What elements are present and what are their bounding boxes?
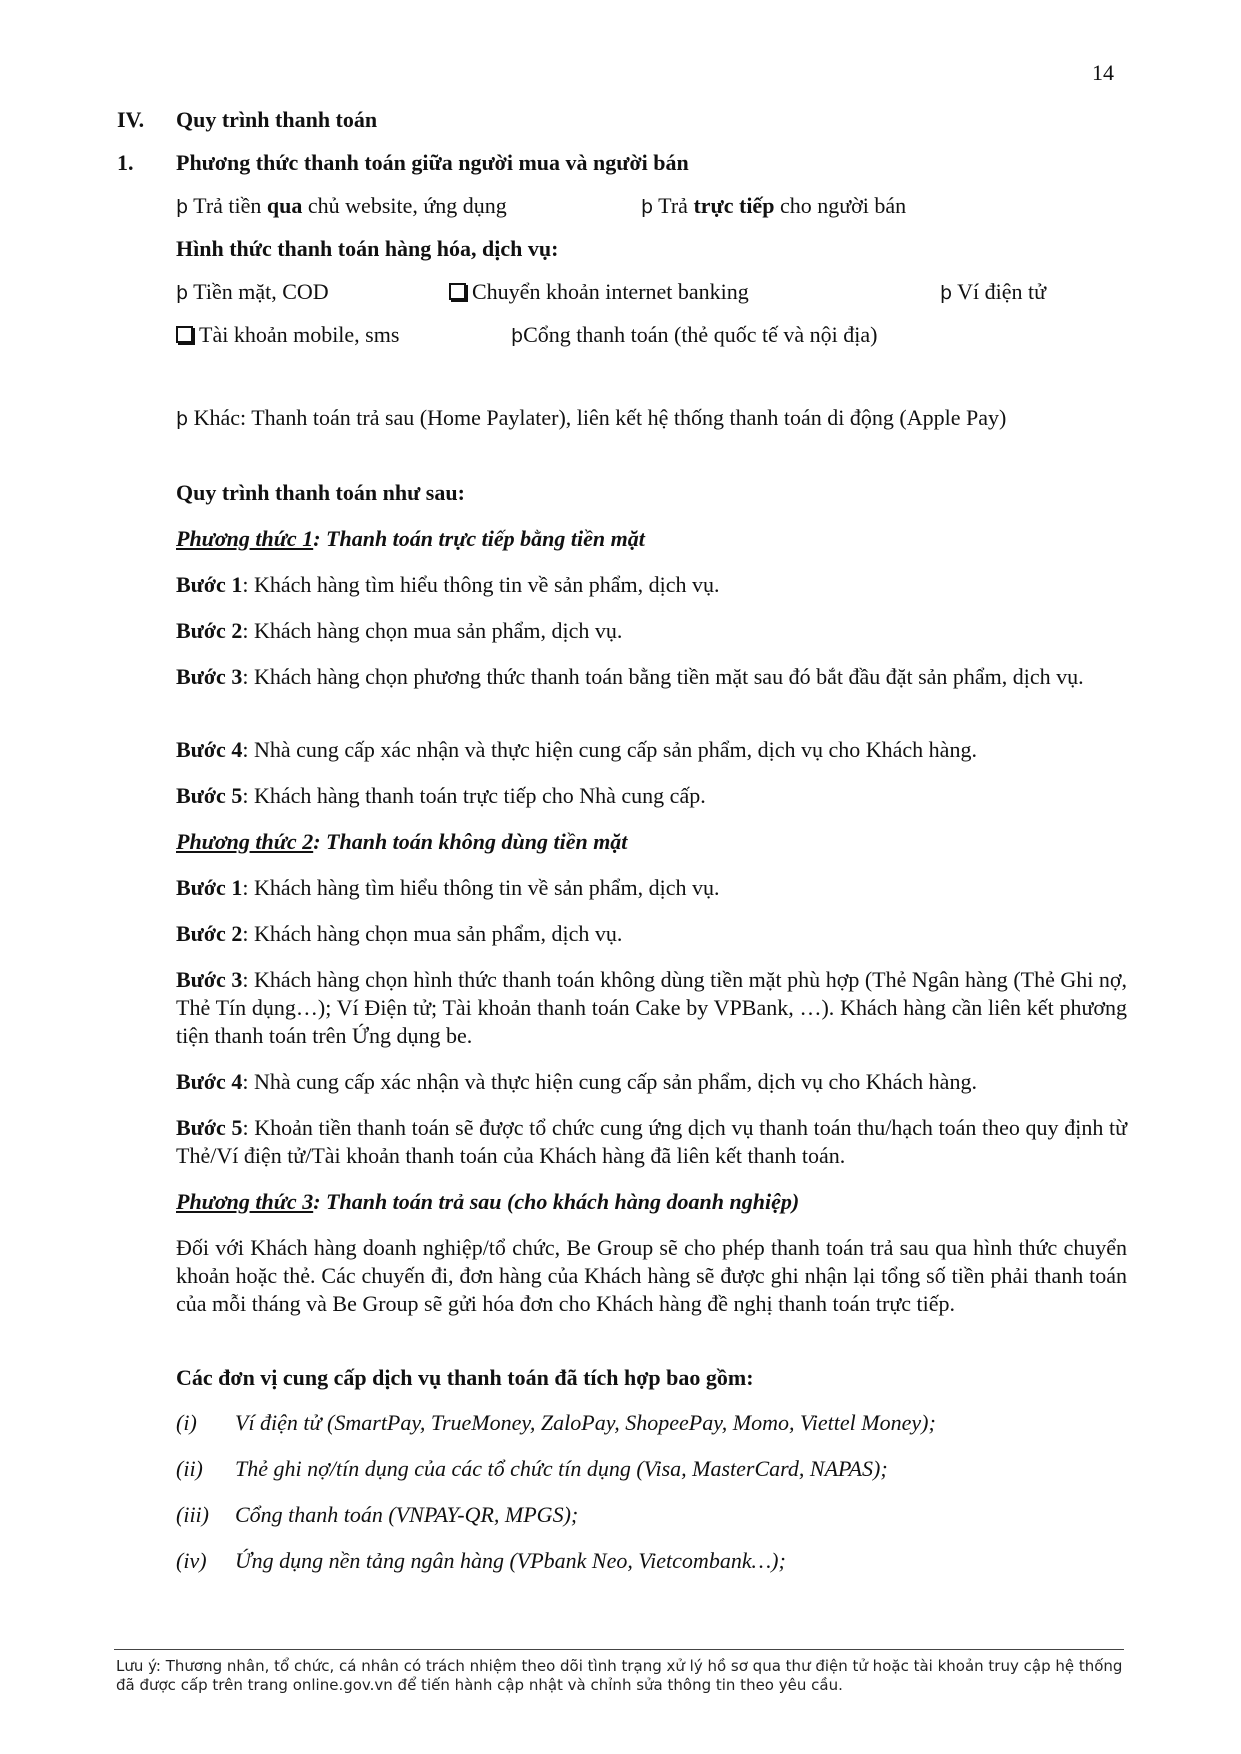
- option-pay-via-website: [176, 192, 507, 221]
- step-label: Bước 4: [176, 737, 243, 762]
- form-label: Ví điện tử: [957, 279, 1047, 304]
- method-title: : Thanh toán không dùng tiền mặt: [313, 829, 628, 854]
- step-text: : Nhà cung cấp xác nhận và thực hiện cung cấp sản phẩm, dịch vụ cho Khách hàng.: [242, 1069, 977, 1094]
- step-label: Bước 1: [176, 572, 243, 597]
- provider-label: (iv): [176, 1548, 207, 1573]
- form-cash: [176, 278, 329, 307]
- form-label: Tài khoản mobile, sms: [199, 322, 400, 347]
- method-title: : Thanh toán trực tiếp bằng tiền mặt: [313, 526, 645, 551]
- step-label: Bước 5: [176, 1115, 243, 1140]
- checked-icon: þ: [176, 196, 189, 218]
- checked-icon: þ: [511, 325, 524, 347]
- option-pay-direct: [641, 192, 906, 221]
- method2-step-2: [176, 920, 1127, 948]
- option-bold: qua: [266, 193, 303, 218]
- form-other: [176, 404, 1127, 433]
- provider-text: Cổng thanh toán (VNPAY-QR, MPGS);: [235, 1502, 579, 1527]
- method-title: : Thanh toán trả sau (cho khách hàng doanh nghiệp): [313, 1189, 800, 1214]
- step-text: : Nhà cung cấp xác nhận và thực hiện cung cấp sản phẩm, dịch vụ cho Khách hàng.: [242, 737, 977, 762]
- checked-icon: þ: [176, 282, 189, 304]
- method2-step-3: [176, 966, 1127, 1050]
- form-gateway: [511, 321, 877, 350]
- form-label: Tiền mặt, COD: [193, 279, 329, 304]
- form-internet-banking: [449, 278, 749, 306]
- provider-label: (i): [176, 1410, 197, 1435]
- option-text: chủ website, ứng dụng: [302, 193, 507, 218]
- provider-label: (iii): [176, 1502, 209, 1527]
- form-mobile: [176, 321, 399, 349]
- method1-step-5: [176, 782, 1127, 810]
- step-label: Bước 2: [176, 921, 243, 946]
- provider-text: Ứng dụng nền tảng ngân hàng (VPbank Neo, Vietcombank…);: [235, 1548, 786, 1573]
- method1-step-2: [176, 617, 1127, 645]
- form-label: Chuyển khoản internet banking: [472, 279, 749, 304]
- footer-note: Lưu ý: Thương nhân, tổ chức, cá nhân có trách nhiệm theo dõi tình trạng xử lý hồ sơ qua thư điện tử hoặc tài khoản truy cập hệ thống đã được cấp trên trang online.gov.vn để tiến hành cập nhật và chỉnh sửa thông tin theo yêu cầu.: [116, 1657, 1123, 1694]
- step-text: : Khách hàng chọn phương thức thanh toán bằng tiền mặt sau đó bắt đầu đặt sản phẩm, dịch vụ.: [242, 664, 1084, 689]
- step-label: Bước 4: [176, 1069, 243, 1094]
- providers-heading: Các đơn vị cung cấp dịch vụ thanh toán đã tích hợp bao gồm:: [176, 1365, 754, 1390]
- step-text: : Khách hàng chọn mua sản phẩm, dịch vụ.: [242, 921, 623, 946]
- subsection-number: 1.: [117, 150, 134, 175]
- option-text: cho người bán: [774, 193, 907, 218]
- checked-icon: þ: [176, 408, 189, 430]
- method1-heading: [176, 525, 645, 553]
- step-label: Bước 2: [176, 618, 243, 643]
- step-label: Bước 3: [176, 664, 243, 689]
- method2-step-5: [176, 1114, 1127, 1170]
- method3-body: Đối với Khách hàng doanh nghiệp/tổ chức, Be Group sẽ cho phép thanh toán trả sau qua hình thức chuyển khoản hoặc thẻ. Các chuyến đi, đơn hàng của Khách hàng sẽ được ghi nhận lại tổng số tiền phải thanh toán của mỗi tháng và Be Group sẽ gửi hóa đơn cho Khách hàng đề nghị thanh toán trực tiếp.: [176, 1235, 1127, 1316]
- unchecked-box-icon: [449, 283, 466, 300]
- checked-icon: þ: [641, 196, 654, 218]
- provider-text: Thẻ ghi nợ/tín dụng của các tổ chức tín dụng (Visa, MasterCard, NAPAS);: [235, 1456, 888, 1481]
- page-number: 14: [1092, 60, 1114, 85]
- form-label: Cổng thanh toán (thẻ quốc tế và nội địa): [523, 322, 878, 347]
- method2-step-4: [176, 1068, 1127, 1096]
- method3-heading: [176, 1188, 799, 1216]
- option-text: Trả tiền: [193, 193, 267, 218]
- provider-text: Ví điện tử (SmartPay, TrueMoney, ZaloPay, ShopeePay, Momo, Viettel Money);: [235, 1410, 936, 1435]
- footer-divider: [114, 1649, 1124, 1650]
- option-bold: trực tiếp: [693, 193, 775, 218]
- unchecked-box-icon: [176, 326, 193, 343]
- checked-icon: þ: [940, 282, 953, 304]
- section-title: Quy trình thanh toán: [176, 107, 378, 132]
- form-label: Khác: Thanh toán trả sau (Home Paylater), liên kết hệ thống thanh toán di động (Apple Pay): [193, 405, 1007, 430]
- step-text: : Khách hàng chọn mua sản phẩm, dịch vụ.: [242, 618, 623, 643]
- step-text: : Khoản tiền thanh toán sẽ được tổ chức cung ứng dịch vụ thanh toán thu/hạch toán theo quy định từ Thẻ/Ví điện tử/Tài khoản thanh toán của Khách hàng đã liên kết thanh toán.: [176, 1115, 1127, 1168]
- method2-step-1: [176, 874, 1127, 902]
- subsection-title: Phương thức thanh toán giữa người mua và người bán: [176, 150, 689, 175]
- method-label: Phương thức 1: [176, 526, 314, 551]
- step-text: : Khách hàng tìm hiểu thông tin về sản phẩm, dịch vụ.: [242, 572, 720, 597]
- method-label: Phương thức 3: [176, 1189, 314, 1214]
- step-text: : Khách hàng tìm hiểu thông tin về sản phẩm, dịch vụ.: [242, 875, 720, 900]
- step-text: : Khách hàng thanh toán trực tiếp cho Nhà cung cấp.: [242, 783, 706, 808]
- method1-step-3: [176, 663, 1127, 691]
- method-label: Phương thức 2: [176, 829, 314, 854]
- method2-heading: [176, 828, 627, 856]
- form-ewallet: [940, 278, 1046, 307]
- step-label: Bước 1: [176, 875, 243, 900]
- section-number: IV.: [117, 107, 145, 132]
- provider-label: (ii): [176, 1456, 203, 1481]
- method1-step-4: [176, 736, 1127, 764]
- process-heading: Quy trình thanh toán như sau:: [176, 480, 465, 505]
- step-text: : Khách hàng chọn hình thức thanh toán không dùng tiền mặt phù hợp (Thẻ Ngân hàng (Thẻ Ghi nợ, Thẻ Tín dụng…); Ví Điện tử; Tài khoản thanh toán Cake by VPBank, …). Khách hàng cần liên kết phương tiện thanh toán trên Ứng dụng be.: [176, 967, 1127, 1048]
- step-label: Bước 5: [176, 783, 243, 808]
- option-text: Trả: [658, 193, 694, 218]
- method1-step-1: [176, 571, 1127, 599]
- forms-heading: Hình thức thanh toán hàng hóa, dịch vụ:: [176, 236, 559, 261]
- step-label: Bước 3: [176, 967, 243, 992]
